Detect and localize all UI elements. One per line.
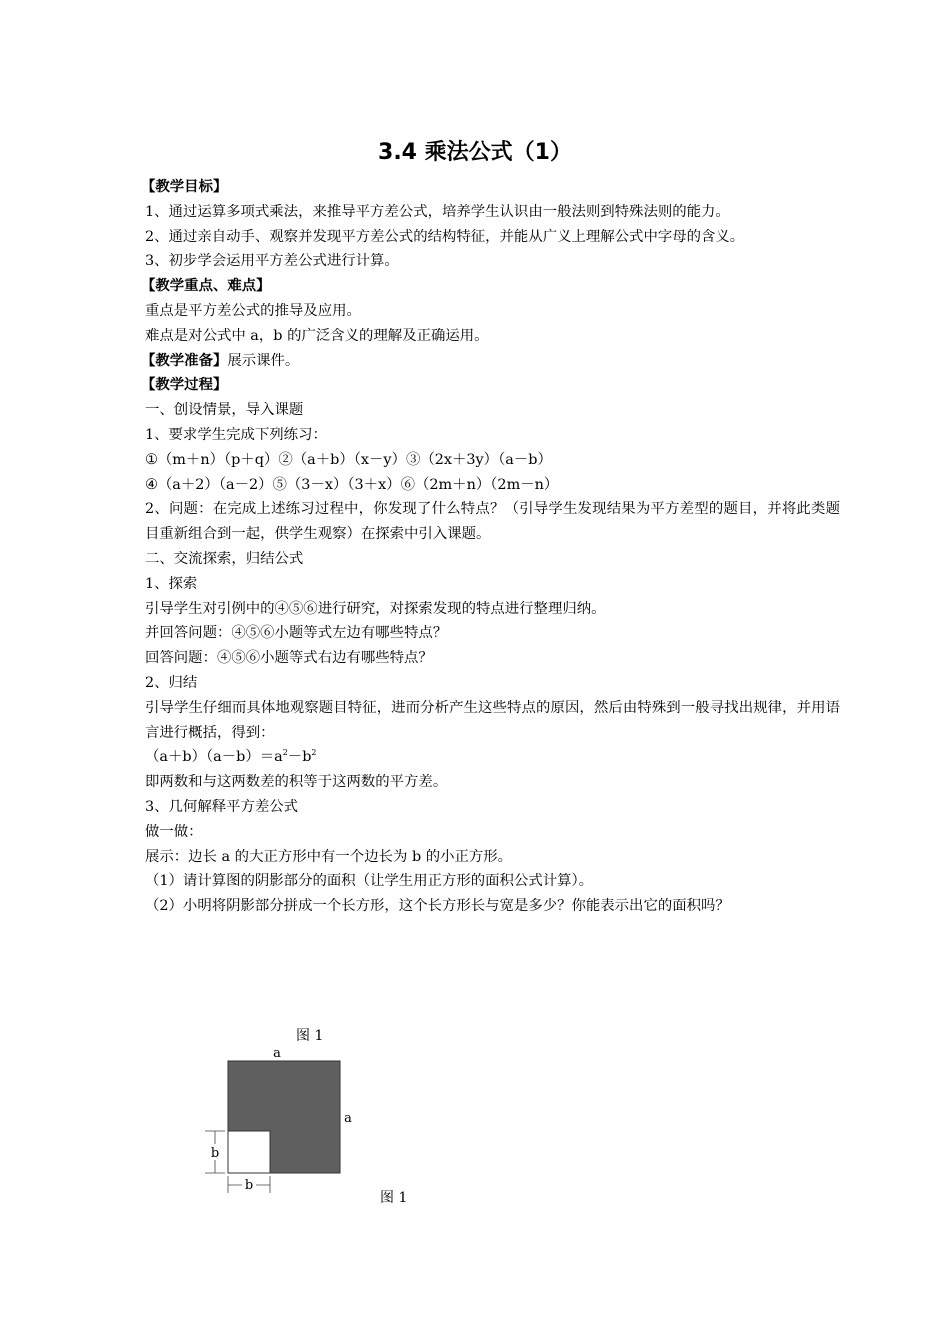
try-it: 做一做： bbox=[145, 823, 203, 840]
show-text: 展示：边长 a 的大正方形中有一个边长为 b 的小正方形。 bbox=[145, 848, 513, 865]
heading-preparation: 【教学准备】 bbox=[141, 352, 228, 369]
heading-goals: 【教学目标】 bbox=[141, 179, 228, 195]
key-point-2: 难点是对公式中 a，b 的广泛含义的理解及正确运用。 bbox=[145, 327, 489, 344]
heading-process: 【教学过程】 bbox=[141, 377, 228, 394]
explore-question-left: 并回答问题：④⑤⑥小题等式左边有哪些特点？ bbox=[145, 625, 448, 642]
figure-caption-bottom: 图 1 bbox=[380, 1190, 408, 1206]
section-1-item-2: 2、问题：在完成上述练习过程中，你发现了什么特点？（引导学生发现结果为平方差型的题目，并将此类题目重新组合到一起，供学生观察）在探索中引入课题。 bbox=[145, 501, 840, 543]
label-top-a: a bbox=[273, 1046, 281, 1061]
small-square bbox=[228, 1131, 270, 1173]
formula-left: （a＋b）（a－b）＝a bbox=[145, 749, 283, 766]
label-right-a: a bbox=[344, 1111, 352, 1126]
formula-mid: －b bbox=[287, 749, 312, 766]
formula-exponent-1: 2 bbox=[282, 748, 288, 758]
goal-2: 2、通过亲自动手、观察并发现平方差公式的结构特征，并能从广义上理解公式中字母的含义。 bbox=[145, 228, 745, 245]
page-title: 3.4 乘法公式（1） bbox=[378, 140, 572, 165]
section-2-item-3: 3、几何解释平方差公式 bbox=[145, 798, 299, 815]
question-1: （1）请计算图的阴影部分的面积（让学生用正方形的面积公式计算）。 bbox=[145, 873, 594, 890]
conclude-text: 引导学生仔细而具体地观察题目特征，进而分析产生这些特点的原因，然后由特殊到一般寻找出规律，并用语言进行概括，得到： bbox=[145, 699, 840, 741]
formula-statement: 即两数和与这两数差的积等于这两数的平方差。 bbox=[145, 774, 448, 791]
exercise-line-2: ④（a＋2）（a－2）⑤（3－x）（3＋x）⑥（2m＋n）（2m－n） bbox=[145, 476, 559, 493]
preparation-text: 展示课件。 bbox=[227, 352, 300, 369]
formula-exponent-2: 2 bbox=[311, 748, 317, 758]
section-1-item-1: 1、要求学生完成下列练习： bbox=[145, 426, 327, 443]
section-2-title: 二、交流探索，归结公式 bbox=[145, 550, 304, 567]
section-2-item-1: 1、探索 bbox=[145, 575, 198, 592]
key-point-1: 重点是平方差公式的推导及应用。 bbox=[145, 302, 361, 319]
explore-question-right: 回答问题：④⑤⑥小题等式右边有哪些特点？ bbox=[145, 650, 433, 667]
goal-3: 3、初步学会运用平方差公式进行计算。 bbox=[145, 253, 399, 270]
label-bottom-b: b bbox=[244, 1178, 254, 1193]
figure-caption-top: 图 1 bbox=[296, 1028, 324, 1044]
label-left-b: b bbox=[210, 1146, 220, 1161]
section-1-title: 一、创设情景，导入课题 bbox=[145, 402, 304, 419]
explore-text-1: 引导学生对引例中的④⑤⑥进行研究，对探索发现的特点进行整理归纳。 bbox=[145, 600, 606, 617]
exercise-line-1: ①（m＋n）（p＋q）②（a＋b）（x－y）③（2x＋3y）（a－b） bbox=[145, 451, 552, 468]
goal-1: 1、通过运算多项式乘法，来推导平方差公式，培养学生认识由一般法则到特殊法则的能力。 bbox=[145, 203, 730, 220]
section-2-item-2: 2、归结 bbox=[145, 674, 198, 691]
heading-key-points: 【教学重点、难点】 bbox=[141, 278, 271, 295]
question-2: （2）小明将阴影部分拼成一个长方形，这个长方形长与宽是多少？你能表示出它的面积吗？ bbox=[145, 898, 730, 915]
